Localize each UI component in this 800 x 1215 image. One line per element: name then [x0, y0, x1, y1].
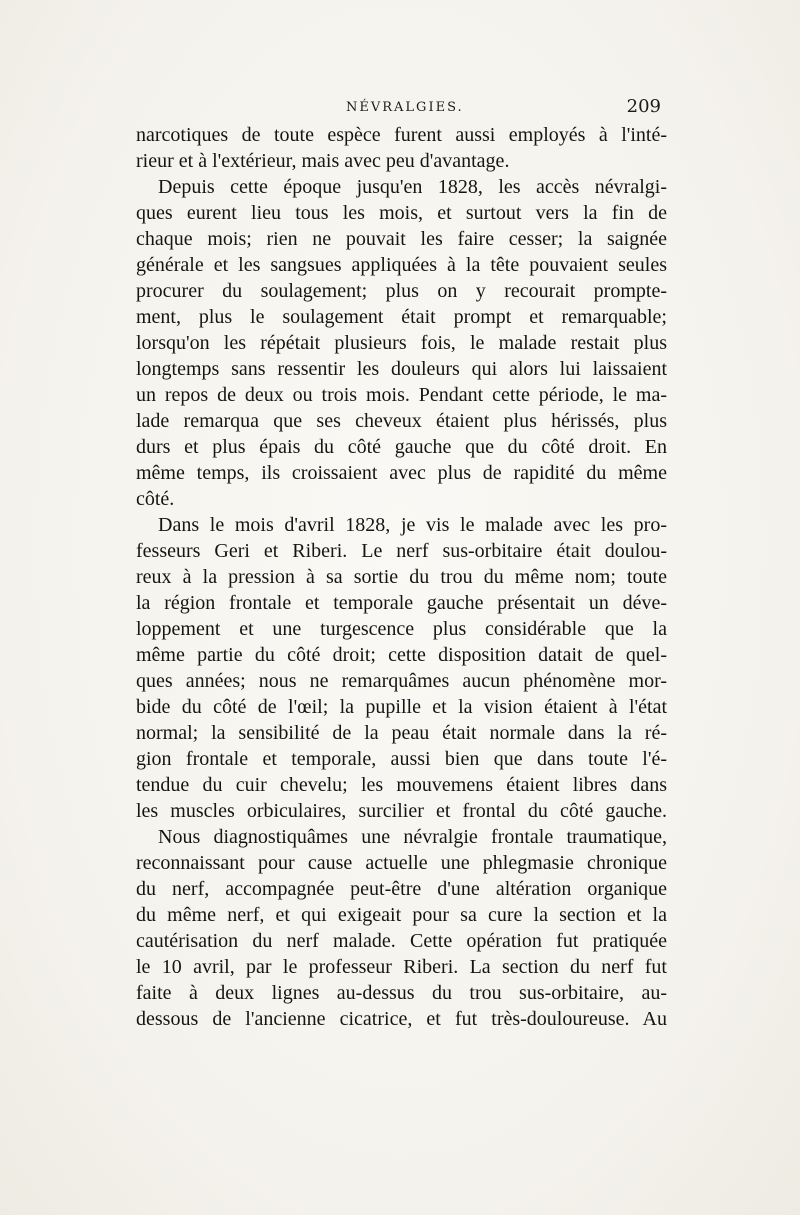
text-line: narcotiques de toute espèce furent aussi employés à l'inté- — [136, 124, 667, 146]
text-line: même partie du côté droit; cette disposition datait de quel- — [136, 644, 667, 666]
text-line: gion frontale et temporale, aussi bien que dans toute l'é- — [136, 748, 667, 770]
text-line: loppement et une turgescence plus considérable que la — [136, 618, 667, 640]
page-number: 209 — [626, 96, 661, 117]
text-line: même temps, ils croissaient avec plus de rapidité du même — [136, 462, 667, 484]
text-line: ment, plus le soulagement était prompt et remarquable; — [136, 306, 667, 328]
text-line: dessous de l'ancienne cicatrice, et fut très-douloureuse. Au — [136, 1008, 667, 1030]
text-line: Dans le mois d'avril 1828, je vis le malade avec les pro- — [158, 514, 667, 536]
text-line: reconnaissant pour cause actuelle une phlegmasie chronique — [136, 852, 667, 874]
text-line: cautérisation du nerf malade. Cette opération fut pratiquée — [136, 930, 667, 952]
text-line: du nerf, accompagnée peut-être d'une altération organique — [136, 878, 667, 900]
page-header — [136, 96, 667, 120]
text-line: côté. — [136, 488, 175, 510]
text-line: ques années; nous ne remarquâmes aucun phénomène mor- — [136, 670, 667, 692]
text-line: longtemps sans ressentir les douleurs qui alors lui laissaient — [136, 358, 667, 380]
text-line: le 10 avril, par le professeur Riberi. La section du nerf fut — [136, 956, 667, 978]
body-text — [136, 122, 667, 1032]
text-line: lorsqu'on les répétait plusieurs fois, le malade restait plus — [136, 332, 667, 354]
running-title: NÉVRALGIES. — [346, 100, 464, 115]
text-line: générale et les sangsues appliquées à la tête pouvaient seules — [136, 254, 667, 276]
text-line: un repos de deux ou trois mois. Pendant cette période, le ma- — [136, 384, 667, 406]
text-line: lade remarqua que ses cheveux étaient plus hérissés, plus — [136, 410, 667, 432]
text-line: durs et plus épais du côté gauche que du côté droit. En — [136, 436, 667, 458]
text-line: chaque mois; rien ne pouvait les faire cesser; la saignée — [136, 228, 667, 250]
text-line: procurer du soulagement; plus on y recourait prompte- — [136, 280, 667, 302]
text-line: normal; la sensibilité de la peau était normale dans la ré- — [136, 722, 667, 744]
text-line: du même nerf, et qui exigeait pour sa cure la section et la — [136, 904, 667, 926]
text-line: les muscles orbiculaires, surcilier et frontal du côté gauche. — [136, 800, 667, 822]
text-line: tendue du cuir chevelu; les mouvemens étaient libres dans — [136, 774, 667, 796]
text-line: Nous diagnostiquâmes une névralgie frontale traumatique, — [158, 826, 667, 848]
text-line: fesseurs Geri et Riberi. Le nerf sus-orbitaire était doulou- — [136, 540, 667, 562]
text-line: la région frontale et temporale gauche présentait un déve- — [136, 592, 667, 614]
text-line: rieur et à l'extérieur, mais avec peu d'avantage. — [136, 150, 510, 172]
text-line: reux à la pression à sa sortie du trou du même nom; toute — [136, 566, 667, 588]
text-line: faite à deux lignes au-dessus du trou sus-orbitaire, au- — [136, 982, 667, 1004]
text-line: bide du côté de l'œil; la pupille et la vision étaient à l'état — [136, 696, 667, 718]
text-line: ques eurent lieu tous les mois, et surtout vers la fin de — [136, 202, 667, 224]
text-line: Depuis cette époque jusqu'en 1828, les accès névralgi- — [158, 176, 667, 198]
